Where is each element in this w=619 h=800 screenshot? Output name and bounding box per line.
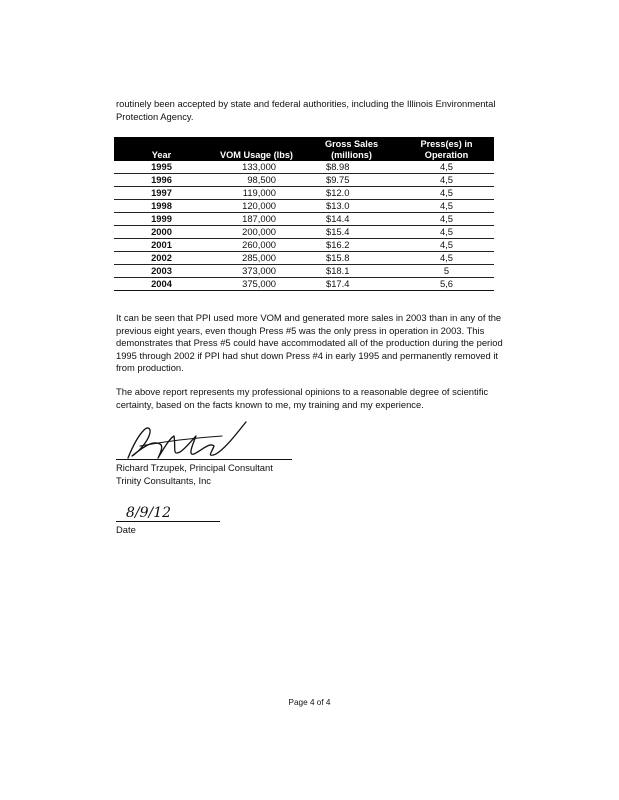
table-row [114,239,494,252]
cell-sales: $15.4 [304,226,399,239]
table-header-row [114,137,494,161]
date-label: Date [116,524,136,535]
cell-year: 2000 [114,226,209,239]
cell-sales: $12.0 [304,187,399,200]
cell-press: 5 [399,265,494,278]
signer-name: Richard Trzupek, Principal Consultant [116,462,273,473]
table-row [114,161,494,174]
cell-year: 1997 [114,187,209,200]
header-gross-sales: Gross Sales (millions) [304,137,399,161]
table-row [114,226,494,239]
cell-press: 4,5 [399,161,494,174]
table-row [114,200,494,213]
cell-press: 4,5 [399,174,494,187]
header-vom-usage: VOM Usage (lbs) [209,137,304,161]
page-footer: Page 4 of 4 [288,698,331,707]
intro-text: routinely been accepted by state and federal authorities, including the Illinois Environmental Protection Agency. [116,98,496,122]
cell-press: 4,5 [399,187,494,200]
cell-vom: 98,500 [209,174,304,187]
cell-sales: $14.4 [304,213,399,226]
cell-year: 1995 [114,161,209,174]
cell-year: 2004 [114,278,209,291]
analysis-paragraph: It can be seen that PPI used more VOM and generated more sales in 2003 than in any of the previous eight years, even though Press #5 was the only press in operation in 2003. This demonstrates that Press #5 could have accommodated all of the production during the period 1995 through 2002 if PPI had shut down Press #4 in early 1995 and permanently removed it from production. [116,312,503,373]
cell-sales: $13.0 [304,200,399,213]
signature-line [116,459,292,460]
table-row [114,278,494,291]
cell-press: 4,5 [399,213,494,226]
cell-vom: 375,000 [209,278,304,291]
cell-year: 2002 [114,252,209,265]
cell-vom: 133,000 [209,161,304,174]
cell-vom: 260,000 [209,239,304,252]
cell-year: 2001 [114,239,209,252]
cell-year: 1998 [114,200,209,213]
cell-press: 5,6 [399,278,494,291]
cell-sales: $9.75 [304,174,399,187]
cell-vom: 373,000 [209,265,304,278]
handwritten-date: 8/9/12 [126,505,172,521]
cell-press: 4,5 [399,252,494,265]
cell-sales: $17.4 [304,278,399,291]
cell-vom: 200,000 [209,226,304,239]
opinion-paragraph: The above report represents my professional opinions to a reasonable degree of scientific certainty, based on the facts known to me, my training and my experience. [116,386,489,410]
table-row [114,213,494,226]
table-row [114,187,494,200]
cell-press: 4,5 [399,239,494,252]
table-row [114,252,494,265]
table-row [114,265,494,278]
cell-sales: $15.8 [304,252,399,265]
cell-year: 1996 [114,174,209,187]
header-year: Year [114,137,209,161]
cell-vom: 285,000 [209,252,304,265]
cell-press: 4,5 [399,226,494,239]
signer-block [116,462,273,487]
cell-vom: 119,000 [209,187,304,200]
cell-year: 2003 [114,265,209,278]
cell-vom: 120,000 [209,200,304,213]
cell-sales: $16.2 [304,239,399,252]
cell-press: 4,5 [399,200,494,213]
cell-year: 1999 [114,213,209,226]
header-presses: Press(es) in Operation [399,137,494,161]
table-row [114,174,494,187]
cell-sales: $8.98 [304,161,399,174]
vom-sales-table [114,137,494,291]
signer-company: Trinity Consultants, Inc [116,474,211,486]
date-line [116,521,220,522]
cell-sales: $18.1 [304,265,399,278]
cell-vom: 187,000 [209,213,304,226]
handwritten-signature [122,418,272,462]
